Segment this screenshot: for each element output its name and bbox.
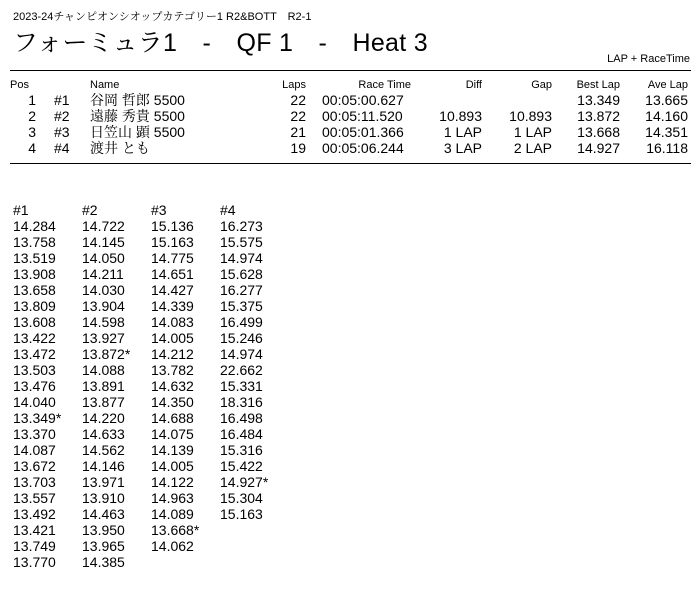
lap-time: 15.316 [220, 442, 263, 458]
results-bottom-divider [10, 163, 691, 164]
result-ave-lap: 14.160 [645, 108, 688, 124]
result-row [10, 92, 691, 108]
result-pos: 4 [28, 140, 36, 156]
lap-column-car-number: #3 [151, 202, 167, 218]
result-laps: 21 [290, 124, 306, 140]
lap-times-grid [13, 202, 289, 570]
result-ave-lap: 14.351 [645, 124, 688, 140]
lap-time: 13.749 [13, 538, 56, 554]
lap-time: 13.782 [151, 362, 194, 378]
lap-time: 13.971 [82, 474, 125, 490]
lap-column [151, 202, 220, 570]
result-best-lap: 13.872 [577, 108, 620, 124]
lap-time: 15.422 [220, 458, 263, 474]
result-diff: 10.893 [439, 108, 482, 124]
lap-time: 13.770 [13, 554, 56, 570]
lap-time: 13.927 [82, 330, 125, 346]
lap-time: 16.277 [220, 282, 263, 298]
lap-time: 13.908 [13, 266, 56, 282]
header-ave-lap: Ave Lap [647, 79, 688, 91]
lap-time: 13.672 [13, 458, 56, 474]
lap-time: 13.910 [82, 490, 125, 506]
report-type-label: LAP + RaceTime [607, 53, 690, 65]
result-car-number: #1 [54, 92, 70, 108]
lap-time: 22.662 [220, 362, 263, 378]
lap-time: 13.349* [13, 410, 62, 426]
lap-time: 14.087 [13, 442, 56, 458]
lap-time: 14.212 [151, 346, 194, 362]
results-table [10, 78, 691, 156]
lap-time-list [151, 218, 220, 554]
lap-time: 14.974 [220, 346, 263, 362]
result-row [10, 108, 691, 124]
lap-time: 14.339 [151, 298, 194, 314]
lap-time: 15.304 [220, 490, 263, 506]
lap-time: 15.331 [220, 378, 263, 394]
result-laps: 22 [290, 108, 306, 124]
result-pos: 1 [28, 92, 36, 108]
lap-column [13, 202, 82, 570]
lap-time: 14.632 [151, 378, 194, 394]
result-driver-name: 渡井 とも [90, 140, 150, 156]
header-race-time: Race Time [358, 79, 411, 91]
lap-time: 14.974 [220, 250, 263, 266]
result-best-lap: 14.927 [577, 140, 620, 156]
lap-time: 13.519 [13, 250, 56, 266]
lap-time: 14.220 [82, 410, 125, 426]
header-name: Name [90, 79, 120, 91]
result-gap: 10.893 [509, 108, 552, 124]
result-driver-name: 谷岡 哲郎 5500 [90, 92, 185, 108]
lap-time: 14.083 [151, 314, 194, 330]
result-race-time: 00:05:06.244 [322, 140, 404, 156]
lap-time: 14.427 [151, 282, 194, 298]
result-driver-name: 日笠山 顕 5500 [90, 124, 185, 140]
lap-time: 13.950 [82, 522, 125, 538]
lap-time: 14.146 [82, 458, 125, 474]
result-row [10, 124, 691, 140]
lap-column [82, 202, 151, 570]
lap-time: 13.421 [13, 522, 56, 538]
lap-time: 13.758 [13, 234, 56, 250]
lap-time: 15.163 [151, 234, 194, 250]
lap-column-car-number: #1 [13, 202, 29, 218]
lap-time: 16.273 [220, 218, 263, 234]
result-car-number: #2 [54, 108, 70, 124]
lap-time: 13.872* [82, 346, 131, 362]
result-pos: 2 [28, 108, 36, 124]
lap-time: 14.050 [82, 250, 125, 266]
lap-time: 14.088 [82, 362, 125, 378]
lap-column-car-number: #2 [82, 202, 98, 218]
result-gap: 2 LAP [513, 140, 552, 156]
lap-time: 14.075 [151, 426, 194, 442]
lap-time: 14.089 [151, 506, 194, 522]
result-diff: 1 LAP [443, 124, 482, 140]
lap-time: 15.575 [220, 234, 263, 250]
lap-time: 15.628 [220, 266, 263, 282]
lap-time: 13.877 [82, 394, 125, 410]
lap-time: 14.722 [82, 218, 125, 234]
lap-time: 13.472 [13, 346, 56, 362]
result-row [10, 140, 691, 156]
lap-time: 14.688 [151, 410, 194, 426]
lap-time: 13.422 [13, 330, 56, 346]
lap-time: 14.651 [151, 266, 194, 282]
lap-time-list [82, 218, 151, 570]
lap-time: 14.040 [13, 394, 56, 410]
header-laps: Laps [282, 79, 306, 91]
result-race-time: 00:05:00.627 [322, 92, 404, 108]
header-best-lap: Best Lap [576, 79, 620, 91]
header-diff: Diff [465, 79, 482, 91]
event-subtitle: 2023-24チャンピオンシオップカテゴリー1 R2&BOTT R2-1 [13, 11, 312, 23]
lap-time: 13.668* [151, 522, 200, 538]
lap-column-car-number: #4 [220, 202, 236, 218]
result-diff: 3 LAP [443, 140, 482, 156]
result-ave-lap: 13.665 [645, 92, 688, 108]
result-laps: 22 [290, 92, 306, 108]
lap-time: 15.163 [220, 506, 263, 522]
result-best-lap: 13.349 [577, 92, 620, 108]
lap-time: 14.350 [151, 394, 194, 410]
lap-time: 14.062 [151, 538, 194, 554]
result-car-number: #3 [54, 124, 70, 140]
lap-time: 13.891 [82, 378, 125, 394]
lap-time: 13.904 [82, 298, 125, 314]
lap-time: 14.122 [151, 474, 194, 490]
lap-time: 14.211 [82, 266, 124, 282]
header-gap: Gap [531, 79, 552, 91]
lap-time: 16.484 [220, 426, 263, 442]
lap-time: 15.136 [151, 218, 194, 234]
lap-time: 14.005 [151, 330, 194, 346]
lap-time: 14.598 [82, 314, 125, 330]
lap-time: 13.557 [13, 490, 56, 506]
lap-time: 14.633 [82, 426, 125, 442]
lap-time-list [220, 218, 289, 522]
lap-time: 14.139 [151, 442, 194, 458]
lap-time: 13.503 [13, 362, 56, 378]
lap-time: 14.385 [82, 554, 125, 570]
lap-column [220, 202, 289, 570]
result-pos: 3 [28, 124, 36, 140]
lap-time: 14.562 [82, 442, 125, 458]
lap-time: 13.965 [82, 538, 125, 554]
lap-time: 14.963 [151, 490, 194, 506]
header-pos: Pos [10, 79, 29, 91]
lap-time: 14.463 [82, 506, 125, 522]
lap-time: 14.145 [82, 234, 125, 250]
lap-time: 14.030 [82, 282, 125, 298]
result-driver-name: 遠藤 秀貴 5500 [90, 108, 185, 124]
lap-time: 14.775 [151, 250, 194, 266]
lap-time: 15.375 [220, 298, 263, 314]
lap-time: 13.370 [13, 426, 56, 442]
lap-time: 13.492 [13, 506, 56, 522]
result-car-number: #4 [54, 140, 70, 156]
result-ave-lap: 16.118 [646, 140, 688, 156]
page-title: フォーミュラ1 - QF 1 - Heat 3 [13, 29, 428, 57]
result-laps: 19 [290, 140, 306, 156]
result-gap: 1 LAP [513, 124, 552, 140]
results-top-divider [10, 70, 691, 71]
lap-time: 13.476 [13, 378, 56, 394]
lap-time-list [13, 218, 82, 570]
result-best-lap: 13.668 [577, 124, 620, 140]
lap-time: 13.703 [13, 474, 56, 490]
lap-time: 14.005 [151, 458, 194, 474]
lap-time: 16.499 [220, 314, 263, 330]
lap-time: 13.658 [13, 282, 56, 298]
lap-time: 13.809 [13, 298, 56, 314]
result-race-time: 00:05:01.366 [322, 124, 404, 140]
results-header-row [10, 78, 691, 92]
lap-time: 14.284 [13, 218, 56, 234]
lap-time: 15.246 [220, 330, 263, 346]
lap-time: 18.316 [220, 394, 263, 410]
lap-time: 14.927* [220, 474, 269, 490]
lap-time: 13.608 [13, 314, 56, 330]
result-race-time: 00:05:11.520 [322, 108, 403, 124]
lap-time: 16.498 [220, 410, 263, 426]
